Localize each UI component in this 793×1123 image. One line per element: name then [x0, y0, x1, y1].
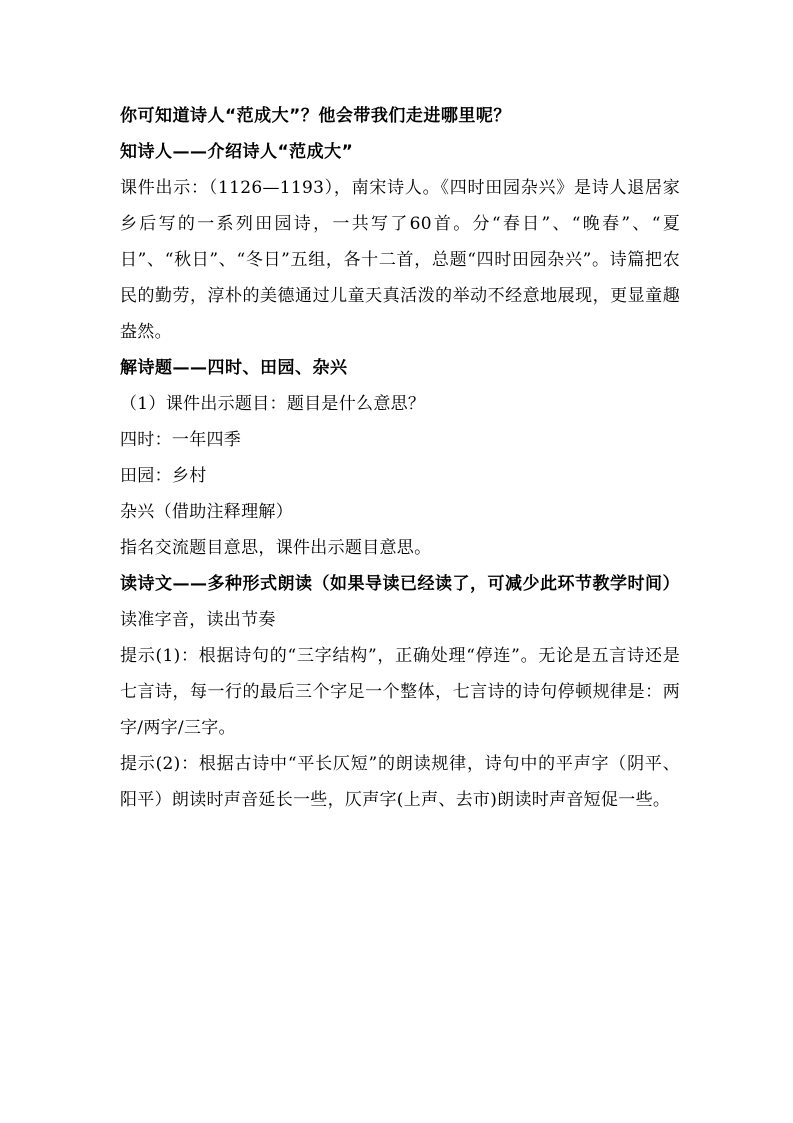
- document-body: [120, 98, 680, 818]
- paragraph-exchange: 指名交流题目意思，课件出示题目意思。: [120, 538, 432, 558]
- heading-question: 你可知道诗人“范成大”？他会带我们走进哪里呢？: [120, 106, 511, 126]
- paragraph-tip-1: 提示(1)：根据诗句的“三字结构”，正确处理“停连”。无论是五言诗还是七言诗，每一行的最后三个字足一个整体，七言诗的诗句停顿规律是：两字/两字/三字。: [120, 646, 680, 738]
- heading-read-poem: 读诗文——多种形式朗读（如果导读已经读了，可减少此环节教学时间）: [120, 574, 680, 594]
- paragraph-read-pronunciation: 读准字音，读出节奏: [120, 610, 276, 630]
- paragraph-title-question: （1）课件出示题目：题目是什么意思？: [120, 394, 426, 414]
- paragraph-poet-intro: 课件出示：（1126—1193），南宋诗人。《四时田园杂兴》是诗人退居家乡后写的一系列田园诗，一共写了60首。分“春日”、“晚春”、“夏日”、“秋日”、“冬日”五组，各十二首，总题“四时田园杂兴”。诗篇把农民的勤劳，淳朴的美德通过儿童天真活泼的举动不经意地展现，更显童趣盎然。: [120, 178, 680, 342]
- paragraph-four-seasons: 四时：一年四季: [120, 430, 242, 450]
- heading-know-poet: 知诗人——介绍诗人“范成大”: [120, 142, 354, 162]
- paragraph-miscellany: 杂兴（借助注释理解）: [120, 502, 293, 522]
- paragraph-countryside: 田园：乡村: [120, 466, 207, 486]
- paragraph-tip-2: 提示(2)：根据古诗中“平长仄短”的朗读规律，诗句中的平声字（阴平、阳平）朗读时声音延长一些，仄声字(上声、去市)朗读时声音短促一些。: [120, 754, 680, 810]
- heading-explain-title: 解诗题——四时、田园、杂兴: [120, 358, 348, 378]
